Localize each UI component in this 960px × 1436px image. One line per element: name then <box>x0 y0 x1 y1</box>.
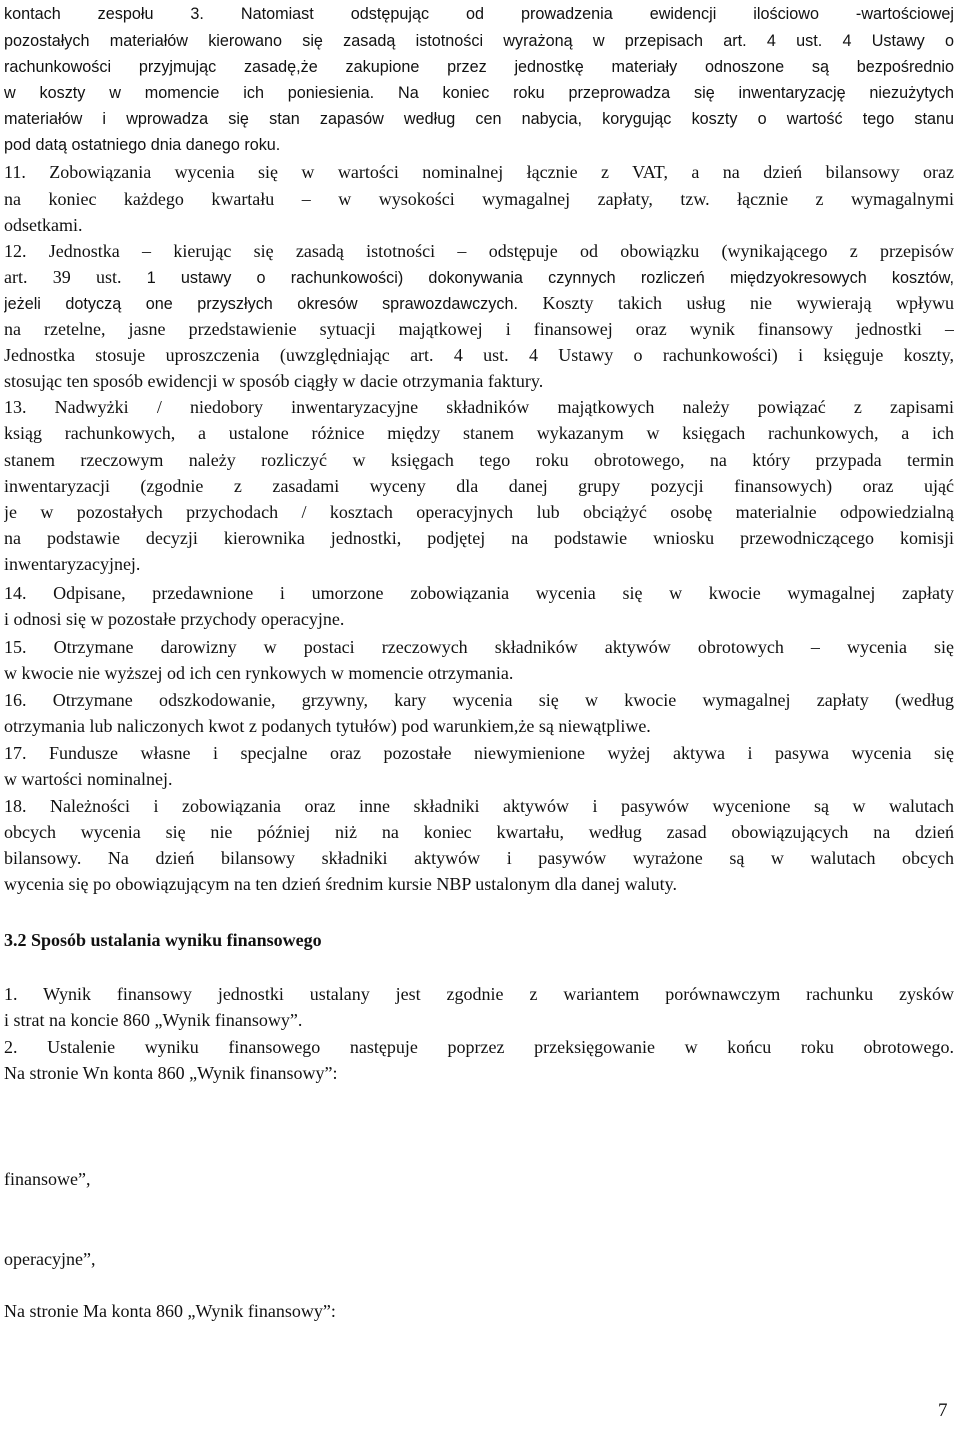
text-segment: jeżeli dotyczą one przyszłych okresów sprawozdawczych. <box>4 295 518 313</box>
text-line: w wartości nominalnej. <box>4 769 173 789</box>
text-line: 1. Wynik finansowy jednostki ustalany jest zgodnie z wariantem porównawczym rachunku zysków <box>4 984 954 1004</box>
text-line: 18. Należności i zobowiązania oraz inne składniki aktywów i pasywów wycenione są w walutach <box>4 796 954 816</box>
text-segment: w koszty w momencie ich poniesienia. <box>4 84 375 102</box>
text-line: 13. Nadwyżki / niedobory inwentaryzacyjne składników majątkowych należy powiązać z zapisami <box>4 397 954 417</box>
text-line: 15. Otrzymane darowizny w postaci rzeczowych składników aktywów obrotowych – wycenia się <box>4 637 954 657</box>
text-line: 11. Zobowiązania wycenia się w wartości nominalnej łącznie z VAT, a na dzień bilansowy oraz <box>4 162 954 182</box>
text-line: w kwocie nie wyższej od ich cen rynkowych w momencie otrzymania. <box>4 663 514 683</box>
text-line: na koniec każdego kwartału – w wysokości wymagalnej zapłaty, tzw. łącznie z wymagalnymi <box>4 189 954 209</box>
text-line: materiałów i wprowadza się stan zapasów według cen nabycia, korygując koszty o wartość tego stanu <box>4 110 954 128</box>
text-line: je w pozostałych przychodach / kosztach operacyjnych lub obciążyć osobę materialnie odpowiedzialną <box>4 502 954 522</box>
text-line: kontach zespołu 3. Natomiast odstępując od prowadzenia ewidencji ilościowo -wartościowej <box>4 5 954 23</box>
text-line: pozostałych materiałów kierowano się zasadą istotności wyrażoną w przepisach art. 4 ust. 4 Ustawy o <box>4 32 954 50</box>
text-segment: art. 39 ust. <box>4 267 147 287</box>
text-line: operacyjne”, <box>4 1249 96 1269</box>
text-line: Na stronie Wn konta 860 „Wynik finansowy”: <box>4 1063 338 1083</box>
text-line: stanem rzeczowym należy rozliczyć w księgach tego roku obrotowego, na który przypada termin <box>4 450 954 470</box>
text-line: 16. Otrzymane odszkodowanie, grzywny, kary wycenia się w kwocie wymagalnej zapłaty (według <box>4 690 954 710</box>
text-line: 14. Odpisane, przedawnione i umorzone zobowiązania wycenia się w kwocie wymagalnej zapłaty <box>4 583 954 603</box>
page-number: 7 <box>938 1400 948 1421</box>
section-heading: 3.2 Sposób ustalania wyniku finansowego <box>4 930 322 950</box>
text-line: Jednostka stosuje uproszczenia (uwzględniając art. 4 ust. 4 Ustawy o rachunkowości) i księguje koszty, <box>4 345 954 365</box>
text-line: wycenia się po obowiązującym na ten dzień średnim kursie NBP ustalonym dla danej waluty. <box>4 874 677 894</box>
text-line: rachunkowości przyjmując zasadę,że zakupione przez jednostkę materiały odnoszone są bezpośrednio <box>4 58 954 76</box>
text-line: pod datą ostatniego dnia danego roku. <box>4 136 281 154</box>
text-line: stosując ten sposób ewidencji w sposób ciągły w dacie otrzymania faktury. <box>4 371 544 391</box>
text-line: obcych wycenia się nie później niż na koniec kwartału, według zasad obowiązujących na dzień <box>4 822 954 842</box>
text-line <box>4 80 954 106</box>
text-line: Na stronie Ma konta 860 „Wynik finansowy”: <box>4 1301 336 1321</box>
text-line: inwentaryzacji (zgodnie z zasadami wyceny dla danej grupy pozycji finansowych) oraz ująć <box>4 476 954 496</box>
text-line: i strat na koncie 860 „Wynik finansowy”. <box>4 1010 303 1030</box>
text-line: 2. Ustalenie wyniku finansowego następuje poprzez przeksięgowanie w końcu roku obrotowego. <box>4 1037 954 1057</box>
text-line: inwentaryzacyjnej. <box>4 554 141 574</box>
text-line <box>4 290 954 317</box>
text-line: otrzymania lub naliczonych kwot z podanych tytułów) pod warunkiem,że są niewątpliwe. <box>4 716 651 736</box>
text-line: na rzetelne, jasne przedstawienie sytuacji majątkowej i finansowej oraz wynik finansowy jednostki – <box>4 319 954 339</box>
text-segment: 1 ustawy o rachunkowości) dokonywania czynnych rozliczeń międzyokresowych kosztów, <box>146 269 954 287</box>
text-line: 17. Fundusze własne i specjalne oraz pozostałe niewymienione wyżej aktywa i pasywa wycenia się <box>4 743 954 763</box>
text-line: ksiąg rachunkowych, a ustalone różnice między stanem wykazanym w księgach rachunkowych, a ich <box>4 423 954 443</box>
text-line: na podstawie decyzji kierownika jednostki, podjętej na podstawie wniosku przewodniczącego komisji <box>4 528 954 548</box>
text-line <box>4 264 954 291</box>
text-line: bilansowy. Na dzień bilansowy składniki aktywów i pasywów wyrażone są w walutach obcych <box>4 848 954 868</box>
text-line: i odnosi się w pozostałe przychody operacyjne. <box>4 609 345 629</box>
text-line: 12. Jednostka – kierując się zasadą istotności – odstępuje od obowiązku (wynikającego z przepisów <box>4 241 954 261</box>
text-line: finansowe”, <box>4 1169 91 1189</box>
text-segment: Koszty takich usług nie wywierają wpływu <box>517 293 954 313</box>
text-line: odsetkami. <box>4 215 83 235</box>
text-segment: Na koniec roku przeprowadza się inwentaryzację niezużytych <box>374 84 954 102</box>
